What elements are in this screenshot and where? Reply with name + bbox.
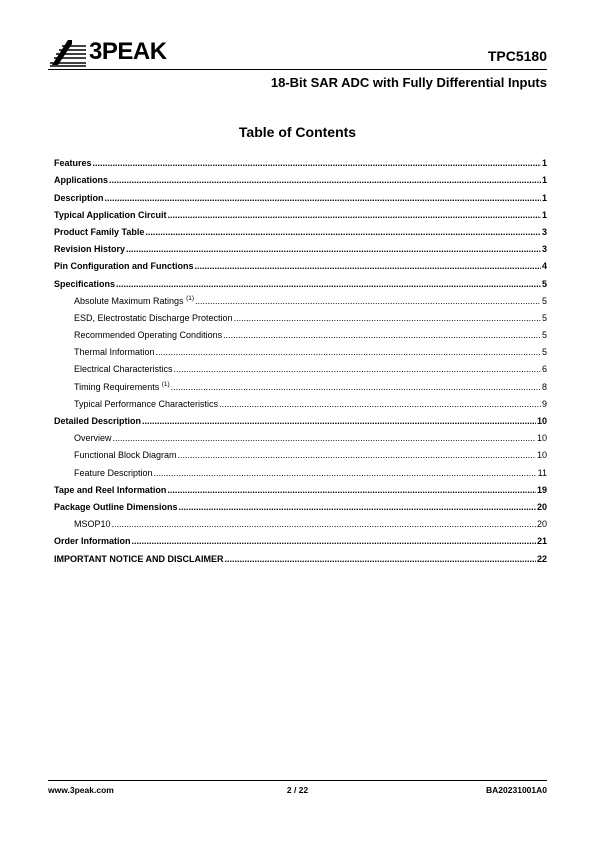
toc-dot-leader: [132, 536, 536, 547]
toc-entry-title: ESD, Electrostatic Discharge Protection: [74, 312, 233, 323]
toc-title: Table of Contents: [238, 124, 357, 140]
footer-website-link[interactable]: www.3peak.com: [48, 785, 114, 795]
toc-dot-leader: [116, 279, 541, 290]
toc-entry-title: Order Information: [54, 536, 131, 547]
toc-entry-label: [74, 382, 170, 393]
toc-entry-title: Revision History: [54, 244, 126, 255]
toc-page-number: 11: [537, 467, 547, 478]
footer-page-indicator: 2 / 22: [286, 785, 309, 795]
toc-entry-label: [74, 433, 112, 444]
toc-page-number: 5: [541, 312, 547, 323]
toc-page-number: 5: [541, 330, 547, 341]
toc-dot-leader: [178, 450, 536, 461]
toc-page-number: 5: [541, 295, 547, 306]
toc-dot-leader: [154, 468, 537, 479]
toc-dot-leader: [171, 382, 541, 393]
toc-entry-title: Features: [54, 158, 92, 169]
toc-entry-label: [54, 175, 108, 186]
company-logo: [50, 36, 190, 68]
table-of-contents: [54, 152, 547, 565]
page-footer: [48, 780, 547, 800]
page-header: [48, 36, 547, 94]
toc-dot-leader: [225, 554, 536, 565]
toc-dot-leader: [113, 433, 536, 444]
toc-entry-label: [54, 502, 178, 513]
toc-entry[interactable]: [54, 152, 547, 169]
toc-entry-title: Typical Performance Characteristics: [74, 398, 219, 409]
logo-mark-icon: [50, 36, 88, 68]
toc-entry-title: Thermal Information: [74, 347, 155, 358]
toc-entry-label: [54, 554, 224, 565]
toc-page-number: 8: [541, 381, 547, 392]
toc-entry[interactable]: [54, 186, 547, 203]
toc-page-number: 22: [536, 553, 547, 564]
toc-subentry[interactable]: [54, 461, 547, 478]
toc-entry-title: IMPORTANT NOTICE AND DISCLAIMER: [54, 553, 224, 564]
toc-entry-title: Typical Application Circuit: [54, 209, 167, 220]
toc-page-number: 21: [536, 536, 547, 547]
toc-entry[interactable]: [54, 479, 547, 496]
toc-entry-title: Detailed Description: [54, 416, 142, 426]
toc-dot-leader: [142, 416, 536, 427]
toc-page-number: 1: [541, 209, 547, 220]
toc-entry-label: [74, 296, 194, 307]
toc-entry-label: [54, 261, 194, 272]
toc-page-number: 1: [541, 158, 547, 169]
header-divider: [48, 69, 547, 70]
toc-dot-leader: [234, 313, 541, 324]
toc-entry-title: Timing Requirements: [74, 381, 160, 392]
toc-subentry[interactable]: [54, 375, 547, 392]
toc-entry-title: Electrical Characteristics: [74, 364, 173, 375]
toc-subentry[interactable]: [54, 341, 547, 358]
toc-page-number: 10: [536, 450, 547, 461]
toc-page-number: 3: [541, 244, 547, 255]
toc-entry-label: [74, 347, 155, 358]
toc-page-number: 1: [541, 192, 547, 203]
toc-subentry[interactable]: [54, 324, 547, 341]
toc-entry-title: Feature Description: [74, 467, 153, 478]
toc-page-number: 10: [536, 416, 547, 426]
toc-entry[interactable]: [54, 547, 547, 564]
toc-page-number: 5: [541, 278, 547, 289]
toc-entry-footnote: (1): [161, 380, 170, 388]
toc-dot-leader: [195, 261, 541, 272]
toc-dot-leader: [223, 330, 541, 341]
toc-subentry[interactable]: [54, 513, 547, 530]
toc-entry[interactable]: [54, 530, 547, 547]
toc-entry[interactable]: [54, 496, 547, 513]
footer-divider: [48, 780, 547, 781]
toc-entry-title: Tape and Reel Information: [54, 484, 167, 495]
toc-entry-title: Functional Block Diagram: [74, 450, 177, 461]
toc-subentry[interactable]: [54, 444, 547, 461]
toc-subentry[interactable]: [54, 358, 547, 375]
toc-entry-label: [74, 468, 153, 479]
toc-entry[interactable]: [54, 221, 547, 238]
toc-page-number: 20: [536, 501, 547, 512]
toc-entry-label: [54, 193, 104, 204]
part-number: TPC5180: [487, 48, 547, 64]
logo-wordmark: 3PEAK: [89, 38, 167, 65]
toc-entry-label: [74, 313, 233, 324]
toc-dot-leader: [145, 227, 541, 238]
toc-dot-leader: [109, 175, 541, 186]
toc-entry-label: [54, 158, 92, 169]
toc-entry-title: Overview: [74, 433, 112, 444]
toc-dot-leader: [126, 244, 541, 255]
toc-entry-label: [74, 364, 173, 375]
footer-document-code: BA20231001A0: [486, 785, 547, 795]
toc-dot-leader: [156, 347, 541, 358]
toc-subentry[interactable]: [54, 427, 547, 444]
toc-dot-leader: [105, 193, 541, 204]
toc-dot-leader: [168, 210, 541, 221]
toc-entry-label: [54, 279, 115, 290]
toc-entry-label: [54, 227, 144, 238]
toc-entry[interactable]: [54, 169, 547, 186]
toc-page-number: 19: [536, 484, 547, 495]
toc-page-number: 4: [541, 261, 547, 272]
toc-dot-leader: [174, 364, 541, 375]
toc-entry-title: Pin Configuration and Functions: [54, 261, 194, 272]
toc-entry[interactable]: [54, 272, 547, 289]
toc-dot-leader: [167, 485, 536, 496]
toc-page-number: 1: [541, 175, 547, 186]
document-subtitle: 18-Bit SAR ADC with Fully Differential Inputs: [270, 75, 547, 90]
toc-subentry[interactable]: [54, 307, 547, 324]
toc-entry[interactable]: [54, 204, 547, 221]
toc-entry-title: Package Outline Dimensions: [54, 501, 178, 512]
toc-page-number: 9: [541, 398, 547, 409]
toc-entry-title: Specifications: [54, 278, 116, 289]
toc-dot-leader: [112, 519, 536, 530]
toc-page-number: 6: [541, 364, 547, 375]
toc-entry-label: [74, 330, 222, 341]
toc-page-number: 10: [536, 433, 547, 444]
toc-entry-label: [54, 416, 141, 427]
toc-entry[interactable]: [54, 410, 547, 427]
toc-dot-leader: [179, 502, 536, 513]
toc-entry-label: [74, 450, 177, 461]
toc-page-number: 20: [536, 519, 547, 530]
toc-entry-title: Recommended Operating Conditions: [74, 330, 223, 341]
toc-entry-label: [74, 519, 111, 530]
toc-entry-label: [54, 536, 131, 547]
toc-dot-leader: [195, 296, 541, 307]
toc-entry-label: [54, 210, 167, 221]
toc-entry-title: Applications: [54, 175, 109, 186]
toc-dot-leader: [93, 158, 541, 169]
toc-entry-label: [54, 244, 125, 255]
toc-subentry[interactable]: [54, 290, 547, 307]
toc-dot-leader: [219, 399, 541, 410]
toc-entry[interactable]: [54, 255, 547, 272]
toc-subentry[interactable]: [54, 393, 547, 410]
toc-entry[interactable]: [54, 238, 547, 255]
toc-page-number: 5: [541, 347, 547, 358]
toc-entry-title: MSOP10: [74, 519, 111, 530]
toc-entry-title: Absolute Maximum Ratings: [74, 295, 184, 306]
toc-entry-label: [54, 485, 166, 496]
toc-entry-title: Description: [54, 192, 104, 203]
toc-page-number: 3: [541, 226, 547, 237]
toc-entry-footnote: (1): [186, 294, 195, 302]
toc-entry-label: [74, 399, 218, 410]
toc-entry-title: Product Family Table: [54, 226, 145, 237]
